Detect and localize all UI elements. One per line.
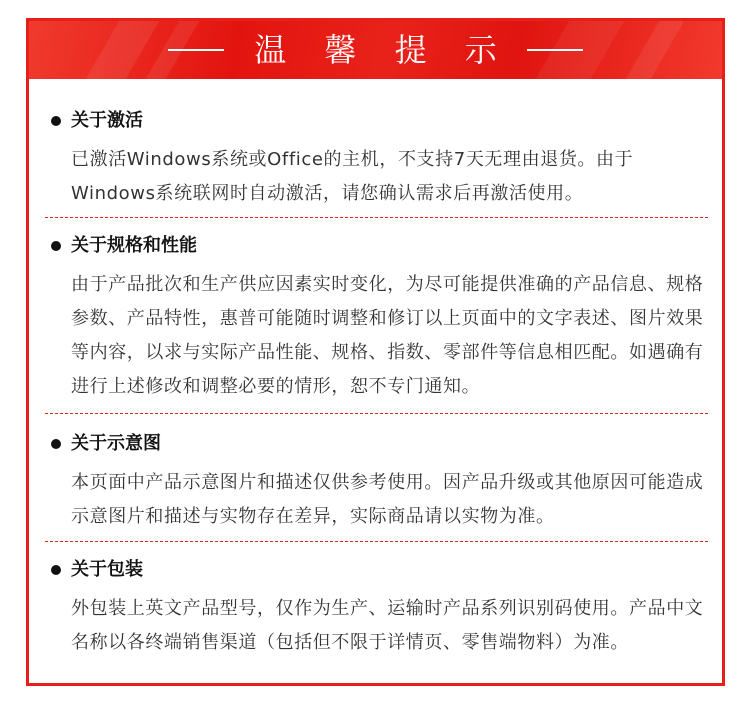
section-heading-row: [51, 558, 706, 582]
notice-frame: [26, 18, 725, 686]
section-heading-row: [51, 109, 706, 133]
dashed-divider: [45, 217, 708, 218]
dashed-divider: [45, 413, 708, 414]
section-heading-row: [51, 234, 706, 258]
notice-header-banner: [29, 21, 722, 79]
bullet-dot-icon: [51, 241, 61, 251]
dashed-divider: [45, 541, 708, 542]
title-right-rule: [527, 49, 583, 51]
section-body: 本页面中产品示意图片和描述仅供参考使用。因产品升级或其他原因可能造成示意图片和描述与实物存在差异，实际商品请以实物为准。: [71, 472, 704, 527]
bullet-dot-icon: [51, 439, 61, 449]
section-body: 外包装上英文产品型号，仅作为生产、运输时产品系列识别码使用。产品中文名称以各终端销售渠道（包括但不限于详情页、零售端物料）为准。: [71, 598, 704, 653]
bullet-dot-icon: [51, 116, 61, 126]
bullet-dot-icon: [51, 565, 61, 575]
section-specs-performance: [51, 234, 706, 404]
section-heading: 关于规格和性能: [71, 235, 197, 256]
section-heading-row: [51, 432, 706, 456]
section-heading: 关于包装: [71, 559, 143, 580]
section-heading: 关于激活: [71, 110, 143, 131]
section-heading: 关于示意图: [71, 433, 161, 454]
section-body: 已激活Windows系统或Office的主机，不支持7天无理由退货。由于Windows系统联网时自动激活，请您确认需求后再激活使用。: [71, 149, 634, 204]
section-activation: [51, 109, 706, 211]
section-packaging: [51, 558, 706, 660]
section-illustration: [51, 432, 706, 534]
notice-title: 温 馨 提 示: [254, 31, 511, 69]
title-left-rule: [168, 49, 224, 51]
section-body: 由于产品批次和生产供应因素实时变化，为尽可能提供准确的产品信息、规格参数、产品特性，惠普可能随时调整和修订以上页面中的文字表述、图片效果等内容，以求与实际产品性能、规格、指数、零部件等信息相匹配。如遇确有进行上述修改和调整必要的情形，恕不专门通知。: [71, 274, 704, 397]
title-row: [29, 21, 722, 79]
